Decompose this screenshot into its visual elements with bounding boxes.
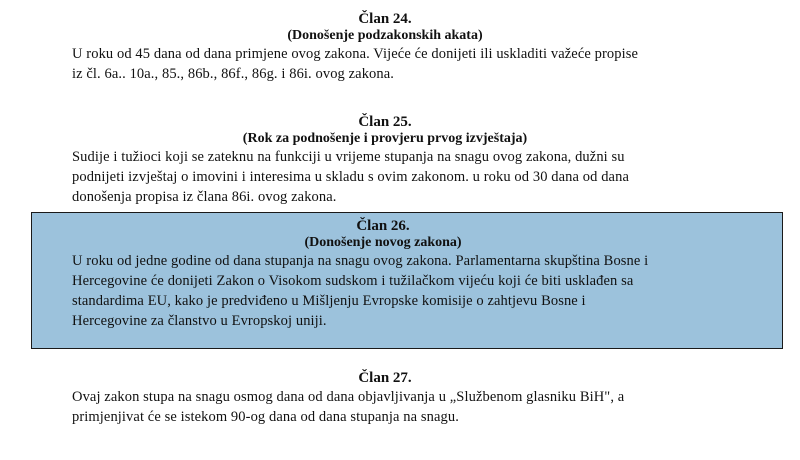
article-26-line-4: Hercegovine za članstvo u Evropskoj uniji.	[72, 313, 327, 329]
article-25-title: Član 25.	[358, 114, 412, 130]
article-24-subtitle: (Donošenje podzakonskih akata)	[287, 28, 483, 43]
article-25-line-3: donošenja propisa iz člana 86i. ovog zakona.	[72, 189, 337, 205]
article-27-line-1: Ovaj zakon stupa na snagu osmog dana od dana objavljivanja u „Službenom glasniku BiH", a	[72, 389, 625, 405]
article-27-line-2: primjenjivat će se istekom 90-og dana od dana stupanja na snagu.	[72, 409, 459, 425]
article-27-title: Član 27.	[358, 370, 412, 386]
article-26-line-2: Hercegovine će donijeti Zakon o Visokom sudskom i tužilačkom vijeću koji će biti usklađen sa	[72, 273, 634, 289]
article-24-line-2: iz čl. 6a.. 10a., 85., 86b., 86f., 86g. i 86i. ovog zakona.	[72, 66, 395, 82]
article-25-line-2: podnijeti izvještaj o imovini i interesima u skladu s ovim zakonom. u roku od 30 dana od dana	[72, 169, 629, 185]
article-26-line-1: U roku od jedne godine od dana stupanja na snagu ovog zakona. Parlamentarna skupština Bosne i	[72, 253, 649, 269]
article-25-subtitle: (Rok za podnošenje i provjeru prvog izvještaja)	[242, 131, 528, 146]
article-26	[72, 218, 694, 331]
article-24-title: Član 24.	[358, 11, 412, 27]
article-26-line-3: standardima EU, kako je predviđeno u Mišljenju Evropske komisije o zahtjevu Bosne i	[72, 293, 586, 309]
article-26-title: Član 26.	[356, 218, 410, 234]
article-26-subtitle: (Donošenje novog zakona)	[304, 235, 462, 250]
article-24	[72, 11, 698, 84]
article-27	[72, 370, 698, 427]
article-25-line-1: Sudije i tužioci koji se zateknu na funkciji u vrijeme stupanja na snagu ovog zakona, dužni su	[72, 149, 625, 165]
article-25	[72, 114, 698, 207]
article-24-line-1: U roku od 45 dana od dana primjene ovog zakona. Vijeće će donijeti ili uskladiti važeće propise	[72, 46, 639, 62]
